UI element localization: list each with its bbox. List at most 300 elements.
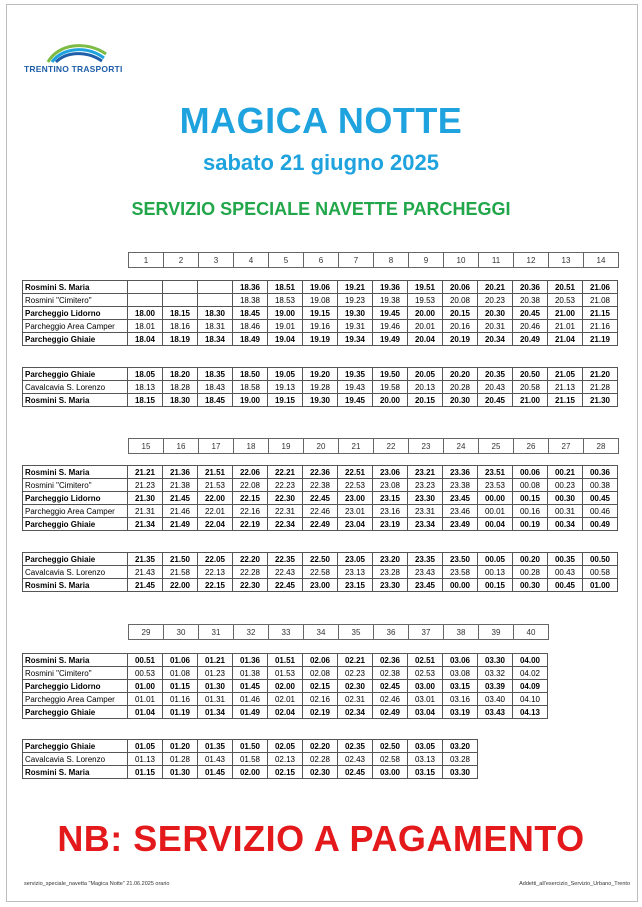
departure-time: 18.49 — [233, 333, 268, 346]
run-number: 22 — [374, 439, 409, 454]
departure-time: 22.30 — [268, 492, 303, 505]
departure-time — [163, 294, 198, 307]
departure-time: 19.06 — [303, 281, 338, 294]
departure-time: 02.34 — [338, 706, 373, 719]
run-number: 33 — [269, 625, 304, 640]
departure-time: 20.38 — [513, 294, 548, 307]
departure-time: 22.30 — [233, 579, 268, 592]
departure-time: 22.45 — [268, 579, 303, 592]
departure-time: 01.05 — [128, 740, 163, 753]
departure-time: 03.43 — [478, 706, 513, 719]
departure-time: 00.23 — [548, 479, 583, 492]
departure-time: 20.01 — [408, 320, 443, 333]
departure-time: 01.45 — [198, 766, 233, 779]
departure-time: 00.46 — [583, 505, 618, 518]
departure-time: 21.43 — [128, 566, 163, 579]
departure-time: 18.38 — [233, 294, 268, 307]
departure-time: 18.46 — [233, 320, 268, 333]
departure-time: 02.53 — [408, 667, 443, 680]
run-number: 30 — [164, 625, 199, 640]
departure-time: 01.51 — [268, 654, 303, 667]
table-row — [23, 333, 618, 346]
service-subtitle: SERVIZIO SPECIALE NAVETTE PARCHEGGI — [131, 199, 511, 219]
departure-time: 02.19 — [303, 706, 338, 719]
departure-time: 01.04 — [128, 706, 163, 719]
departure-time: 22.00 — [198, 492, 233, 505]
departure-time: 18.00 — [128, 307, 163, 320]
departure-time: 01.30 — [163, 766, 198, 779]
departure-time: 02.20 — [303, 740, 338, 753]
departure-time: 23.20 — [373, 553, 408, 566]
stop-name: Parcheggio Ghiaie — [23, 333, 128, 346]
departure-time: 22.23 — [268, 479, 303, 492]
departure-time: 03.15 — [408, 766, 443, 779]
departure-time: 02.45 — [373, 680, 408, 693]
run-number: 2 — [164, 253, 199, 268]
departure-time: 02.30 — [303, 766, 338, 779]
departure-time: 00.06 — [513, 466, 548, 479]
departure-time: 19.36 — [373, 281, 408, 294]
run-number: 9 — [409, 253, 444, 268]
departure-time: 02.51 — [408, 654, 443, 667]
departure-time: 20.43 — [478, 381, 513, 394]
departure-time: 20.46 — [513, 320, 548, 333]
departure-time: 03.20 — [443, 740, 478, 753]
departure-time: 01.43 — [198, 753, 233, 766]
run-number: 23 — [409, 439, 444, 454]
departure-time: 01.35 — [198, 740, 233, 753]
departure-time: 21.06 — [583, 281, 618, 294]
departure-time: 00.28 — [513, 566, 548, 579]
departure-time: 19.16 — [303, 320, 338, 333]
departure-time: 22.21 — [268, 466, 303, 479]
departure-time: 03.06 — [443, 654, 478, 667]
departure-time: 01.50 — [233, 740, 268, 753]
stop-name: Rosmini S. Maria — [23, 281, 128, 294]
departure-time: 01.19 — [163, 706, 198, 719]
departure-time: 20.15 — [443, 307, 478, 320]
departure-time: 21.30 — [583, 394, 618, 407]
departure-time: 21.00 — [513, 394, 548, 407]
departure-time: 21.21 — [128, 466, 163, 479]
departure-time: 20.51 — [548, 281, 583, 294]
departure-time — [128, 281, 163, 294]
departure-time: 20.06 — [443, 281, 478, 294]
departure-time: 01.28 — [163, 753, 198, 766]
departure-time: 19.15 — [303, 307, 338, 320]
departure-time: 00.00 — [443, 579, 478, 592]
departure-time: 02.05 — [268, 740, 303, 753]
run-number: 13 — [549, 253, 584, 268]
departure-time: 21.45 — [128, 579, 163, 592]
departure-time: 22.58 — [303, 566, 338, 579]
departure-time: 19.28 — [303, 381, 338, 394]
departure-time: 03.08 — [443, 667, 478, 680]
stop-name: Parcheggio Lidorno — [23, 680, 128, 693]
departure-time: 20.35 — [478, 368, 513, 381]
table-row — [23, 740, 478, 753]
run-number: 12 — [514, 253, 549, 268]
departure-time: 23.30 — [373, 579, 408, 592]
departure-time: 18.45 — [198, 394, 233, 407]
departure-time: 20.45 — [513, 307, 548, 320]
departure-time: 03.40 — [478, 693, 513, 706]
departure-time: 02.04 — [268, 706, 303, 719]
departure-time: 02.45 — [338, 766, 373, 779]
departure-time: 03.00 — [408, 680, 443, 693]
run-number: 26 — [514, 439, 549, 454]
departure-time: 02.00 — [233, 766, 268, 779]
run-number: 21 — [339, 439, 374, 454]
departure-time: 22.34 — [268, 518, 303, 531]
departure-time: 21.53 — [198, 479, 233, 492]
departure-time: 02.38 — [373, 667, 408, 680]
departure-time: 00.16 — [513, 505, 548, 518]
departure-time: 22.05 — [198, 553, 233, 566]
departure-time: 00.15 — [478, 579, 513, 592]
departure-time: 19.19 — [303, 333, 338, 346]
departure-time: 02.49 — [373, 706, 408, 719]
run-number: 29 — [129, 625, 164, 640]
run-number: 5 — [269, 253, 304, 268]
departure-time: 00.08 — [513, 479, 548, 492]
departure-time: 01.15 — [128, 766, 163, 779]
stop-name: Parcheggio Ghiaie — [23, 553, 128, 566]
departure-time: 19.43 — [338, 381, 373, 394]
table-row — [23, 579, 618, 592]
departure-time: 02.46 — [373, 693, 408, 706]
departure-time: 23.35 — [408, 553, 443, 566]
departure-time: 00.45 — [583, 492, 618, 505]
departure-time: 22.35 — [268, 553, 303, 566]
departure-time: 22.43 — [268, 566, 303, 579]
run-number: 16 — [164, 439, 199, 454]
run-number: 15 — [129, 439, 164, 454]
stop-name: Rosmini "Cimitero" — [23, 294, 128, 307]
departure-time: 19.00 — [268, 307, 303, 320]
run-number: 38 — [444, 625, 479, 640]
departure-time: 03.16 — [443, 693, 478, 706]
table-row — [23, 381, 618, 394]
departure-time — [198, 281, 233, 294]
departure-time: 19.30 — [338, 307, 373, 320]
departure-time: 02.13 — [268, 753, 303, 766]
outbound-timetable — [22, 280, 618, 346]
table-row — [23, 479, 618, 492]
departure-time: 19.08 — [303, 294, 338, 307]
departure-time: 18.35 — [198, 368, 233, 381]
table-row — [23, 693, 548, 706]
departure-time: 19.50 — [373, 368, 408, 381]
table-row — [23, 294, 618, 307]
departure-time — [163, 281, 198, 294]
departure-time: 00.45 — [548, 579, 583, 592]
departure-time: 23.53 — [478, 479, 513, 492]
departure-time: 03.39 — [478, 680, 513, 693]
departure-time: 20.50 — [513, 368, 548, 381]
departure-time: 04.00 — [513, 654, 548, 667]
departure-time: 00.00 — [478, 492, 513, 505]
departure-time: 22.38 — [303, 479, 338, 492]
departure-time: 19.01 — [268, 320, 303, 333]
departure-time: 19.34 — [338, 333, 373, 346]
run-number: 36 — [374, 625, 409, 640]
departure-time: 19.21 — [338, 281, 373, 294]
departure-time: 00.15 — [513, 492, 548, 505]
departure-time: 22.51 — [338, 466, 373, 479]
departure-time: 00.34 — [548, 518, 583, 531]
departure-time: 00.58 — [583, 566, 618, 579]
departure-time: 22.08 — [233, 479, 268, 492]
departure-time: 18.43 — [198, 381, 233, 394]
stop-name: Cavalcavia S. Lorenzo — [23, 566, 128, 579]
departure-time: 21.35 — [128, 553, 163, 566]
outbound-timetable — [22, 653, 548, 719]
departure-time: 02.01 — [268, 693, 303, 706]
departure-time: 18.15 — [128, 394, 163, 407]
stop-name: Parcheggio Ghiaie — [23, 368, 128, 381]
departure-time: 21.49 — [163, 518, 198, 531]
departure-time: 19.45 — [338, 394, 373, 407]
page-title: MAGICA NOTTE — [179, 100, 463, 141]
departure-time: 01.34 — [198, 706, 233, 719]
departure-time: 21.16 — [583, 320, 618, 333]
stop-name: Rosmini "Cimitero" — [23, 667, 128, 680]
run-number: 20 — [304, 439, 339, 454]
departure-time: 00.30 — [548, 492, 583, 505]
departure-time: 00.50 — [583, 553, 618, 566]
departure-time: 20.30 — [478, 307, 513, 320]
departure-time: 19.30 — [303, 394, 338, 407]
departure-time: 21.08 — [583, 294, 618, 307]
departure-time: 00.38 — [583, 479, 618, 492]
departure-time: 20.58 — [513, 381, 548, 394]
stop-name: Rosmini "Cimitero" — [23, 479, 128, 492]
departure-time: 01.45 — [233, 680, 268, 693]
departure-time: 22.36 — [303, 466, 338, 479]
departure-time: 03.01 — [408, 693, 443, 706]
footer-document-name: servizio_speciale_navetta "Magica Notte" 21.06.2025 orario — [24, 881, 170, 887]
departure-time: 21.46 — [163, 505, 198, 518]
departure-time: 00.43 — [548, 566, 583, 579]
departure-time: 19.23 — [338, 294, 373, 307]
run-number: 28 — [584, 439, 619, 454]
departure-time: 23.46 — [443, 505, 478, 518]
departure-time: 21.05 — [548, 368, 583, 381]
departure-time: 23.34 — [408, 518, 443, 531]
departure-time: 19.20 — [303, 368, 338, 381]
table-row — [23, 753, 478, 766]
departure-time: 19.31 — [338, 320, 373, 333]
departure-time: 23.31 — [408, 505, 443, 518]
departure-time: 01.00 — [128, 680, 163, 693]
event-date: sabato 21 giugno 2025 — [203, 150, 439, 175]
departure-time: 19.45 — [373, 307, 408, 320]
departure-time — [128, 294, 163, 307]
table-row — [23, 680, 548, 693]
departure-time: 21.34 — [128, 518, 163, 531]
departure-time: 19.53 — [408, 294, 443, 307]
departure-time: 23.43 — [408, 566, 443, 579]
departure-time: 18.36 — [233, 281, 268, 294]
departure-time: 21.00 — [548, 307, 583, 320]
departure-time: 19.15 — [268, 394, 303, 407]
stop-name: Parcheggio Ghiaie — [23, 518, 128, 531]
departure-time: 22.15 — [233, 492, 268, 505]
run-number: 3 — [199, 253, 234, 268]
departure-time: 01.23 — [198, 667, 233, 680]
departure-time: 22.46 — [303, 505, 338, 518]
departure-time: 00.20 — [513, 553, 548, 566]
departure-time: 21.20 — [583, 368, 618, 381]
departure-time: 19.49 — [373, 333, 408, 346]
departure-time: 20.36 — [513, 281, 548, 294]
departure-time: 18.04 — [128, 333, 163, 346]
departure-time: 02.43 — [338, 753, 373, 766]
stop-name: Rosmini S. Maria — [23, 766, 128, 779]
departure-time: 02.16 — [303, 693, 338, 706]
departure-time: 04.10 — [513, 693, 548, 706]
run-number: 17 — [199, 439, 234, 454]
departure-time: 01.31 — [198, 693, 233, 706]
departure-time: 00.49 — [583, 518, 618, 531]
departure-time: 22.13 — [198, 566, 233, 579]
departure-time: 01.13 — [128, 753, 163, 766]
departure-time: 01.30 — [198, 680, 233, 693]
run-numbers-header — [128, 252, 619, 268]
table-row — [23, 654, 548, 667]
departure-time: 03.32 — [478, 667, 513, 680]
departure-time: 01.20 — [163, 740, 198, 753]
logo — [24, 40, 134, 80]
departure-time: 21.36 — [163, 466, 198, 479]
departure-time: 22.28 — [233, 566, 268, 579]
departure-time: 21.50 — [163, 553, 198, 566]
departure-time: 18.28 — [163, 381, 198, 394]
departure-time: 23.16 — [373, 505, 408, 518]
table-row — [23, 466, 618, 479]
stop-name: Rosmini S. Maria — [23, 466, 128, 479]
departure-time: 00.51 — [128, 654, 163, 667]
departure-time: 21.28 — [583, 381, 618, 394]
departure-time: 03.28 — [443, 753, 478, 766]
run-number: 27 — [549, 439, 584, 454]
departure-time: 21.51 — [198, 466, 233, 479]
departure-time: 03.05 — [408, 740, 443, 753]
stop-name: Parcheggio Area Camper — [23, 693, 128, 706]
departure-time: 02.36 — [373, 654, 408, 667]
departure-time: 02.23 — [338, 667, 373, 680]
departure-time: 23.49 — [443, 518, 478, 531]
departure-time: 02.06 — [303, 654, 338, 667]
departure-time: 22.20 — [233, 553, 268, 566]
departure-time: 18.45 — [233, 307, 268, 320]
departure-time: 00.01 — [478, 505, 513, 518]
departure-time: 03.30 — [443, 766, 478, 779]
departure-time: 02.15 — [268, 766, 303, 779]
stop-name: Rosmini S. Maria — [23, 579, 128, 592]
return-timetable — [22, 739, 478, 779]
run-number: 24 — [444, 439, 479, 454]
stop-name: Parcheggio Ghiaie — [23, 740, 128, 753]
departure-time: 21.15 — [583, 307, 618, 320]
departure-time: 20.30 — [443, 394, 478, 407]
table-row — [23, 320, 618, 333]
departure-time: 01.08 — [163, 667, 198, 680]
departure-time: 19.58 — [373, 381, 408, 394]
trentino-trasporti-logo-icon — [46, 40, 108, 64]
departure-time: 18.19 — [163, 333, 198, 346]
payment-notice: NB: SERVIZIO A PAGAMENTO — [57, 818, 585, 859]
departure-time: 21.04 — [548, 333, 583, 346]
departure-time: 22.50 — [303, 553, 338, 566]
departure-time: 01.21 — [198, 654, 233, 667]
departure-time: 23.50 — [443, 553, 478, 566]
departure-time: 23.21 — [408, 466, 443, 479]
footer-department: Addetti_all'esercizio_Servizio_Urbano_Trento — [519, 881, 630, 887]
departure-time: 22.45 — [303, 492, 338, 505]
table-row — [23, 766, 478, 779]
departure-time: 04.13 — [513, 706, 548, 719]
return-timetable — [22, 552, 618, 592]
departure-time: 20.13 — [408, 381, 443, 394]
departure-time: 01.16 — [163, 693, 198, 706]
run-number: 18 — [234, 439, 269, 454]
table-row — [23, 307, 618, 320]
departure-time: 20.04 — [408, 333, 443, 346]
departure-time: 19.00 — [233, 394, 268, 407]
run-number: 34 — [304, 625, 339, 640]
run-number: 11 — [479, 253, 514, 268]
departure-time: 01.00 — [583, 579, 618, 592]
departure-time: 04.09 — [513, 680, 548, 693]
run-number: 8 — [374, 253, 409, 268]
table-row — [23, 492, 618, 505]
departure-time: 01.46 — [233, 693, 268, 706]
departure-time: 19.35 — [338, 368, 373, 381]
run-number: 32 — [234, 625, 269, 640]
stop-name: Rosmini S. Maria — [23, 394, 128, 407]
departure-time: 20.08 — [443, 294, 478, 307]
departure-time: 21.01 — [548, 320, 583, 333]
departure-time: 20.19 — [443, 333, 478, 346]
departure-time: 20.21 — [478, 281, 513, 294]
departure-time: 23.15 — [373, 492, 408, 505]
departure-time: 23.45 — [408, 579, 443, 592]
departure-time: 20.00 — [373, 394, 408, 407]
departure-time: 18.13 — [128, 381, 163, 394]
departure-time: 00.04 — [478, 518, 513, 531]
table-row — [23, 706, 548, 719]
departure-time — [198, 294, 233, 307]
departure-time: 18.16 — [163, 320, 198, 333]
departure-time: 21.31 — [128, 505, 163, 518]
departure-time: 23.13 — [338, 566, 373, 579]
run-number: 39 — [479, 625, 514, 640]
departure-time: 00.30 — [513, 579, 548, 592]
departure-time: 18.05 — [128, 368, 163, 381]
departure-time: 03.30 — [478, 654, 513, 667]
departure-time: 20.31 — [478, 320, 513, 333]
departure-time: 00.36 — [583, 466, 618, 479]
departure-time: 20.16 — [443, 320, 478, 333]
table-row — [23, 667, 548, 680]
departure-time: 02.30 — [338, 680, 373, 693]
departure-time: 23.05 — [338, 553, 373, 566]
departure-time: 03.00 — [373, 766, 408, 779]
departure-time: 22.06 — [233, 466, 268, 479]
departure-time: 22.31 — [268, 505, 303, 518]
